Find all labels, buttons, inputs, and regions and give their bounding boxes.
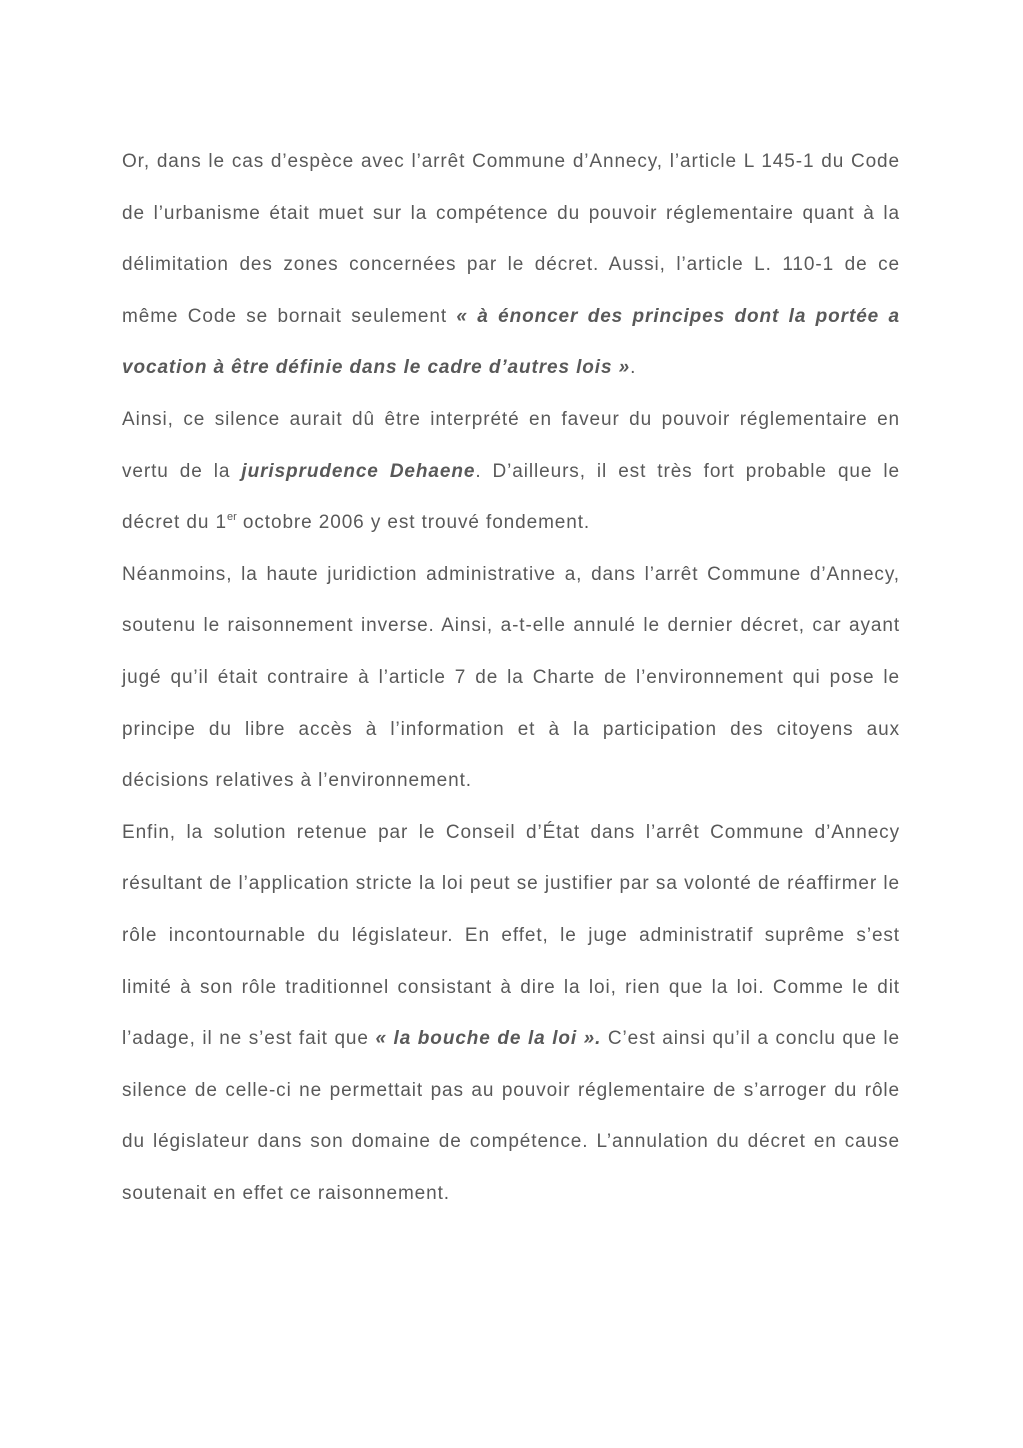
paragraph-4-text-1: Enfin, la solution retenue par le Conseil d’État dans l’arrêt Commune d’Annecy résultant de l’application stricte la loi peut se justifier par sa volonté de réaffirmer le rôle incontournable du législateur. En effet, le juge administratif suprême s’est limité à son rôle traditionnel consistant à dire la loi, rien que la loi. Comme le dit l’adage, il ne s’est fait que [122,821,900,1050]
paragraph-1-quote: « à énoncer des principes dont la portée a vocation à être définie dans le cadre d’autres lois » [122,305,900,379]
document-body [122,136,900,1219]
paragraph-1-text-1: Or, dans le cas d’espèce avec l’arrêt Commune d’Annecy, l’article L 145-1 du Code de l’urbanisme était muet sur la compétence du pouvoir réglementaire quant à la délimitation des zones concernées par le décret. Aussi, l’article L. 110-1 de ce même Code se bornait seulement [122,151,900,327]
paragraph-2-text-2: . D’ailleurs, il est très fort probable que le décret du 1 [122,460,900,534]
paragraph-4 [122,807,900,1220]
paragraph-2-superscript: er [226,511,237,524]
paragraph-2-text-1: Ainsi, ce silence aurait dû être interprété en faveur du pouvoir réglementaire en vertu de la [122,408,900,482]
paragraph-4-text-2: C’est ainsi qu’il a conclu que le silence de celle-ci ne permettait pas au pouvoir réglementaire de s’arroger du rôle du législateur dans son domaine de compétence. L’annulation du décret en cause soutenait en effet ce raisonnement. [122,1028,900,1204]
paragraph-1 [122,136,900,394]
paragraph-2-text-3: octobre 2006 y est trouvé fondement. [236,512,591,534]
paragraph-4-quote: « la bouche de la loi ». [375,1028,602,1050]
paragraph-3 [122,549,900,807]
paragraph-2-emphasis: jurisprudence Dehaene [241,460,476,482]
paragraph-2 [122,394,900,549]
paragraph-1-text-2: . [630,357,637,379]
paragraph-3-text-1: Néanmoins, la haute juridiction administrative a, dans l’arrêt Commune d’Annecy, soutenu le raisonnement inverse. Ainsi, a-t-elle annulé le dernier décret, car ayant jugé qu’il était contraire à l’article 7 de la Charte de l’environnement qui pose le principe du libre accès à l’information et à la participation des citoyens aux décisions relatives à l’environnement. [122,563,900,792]
